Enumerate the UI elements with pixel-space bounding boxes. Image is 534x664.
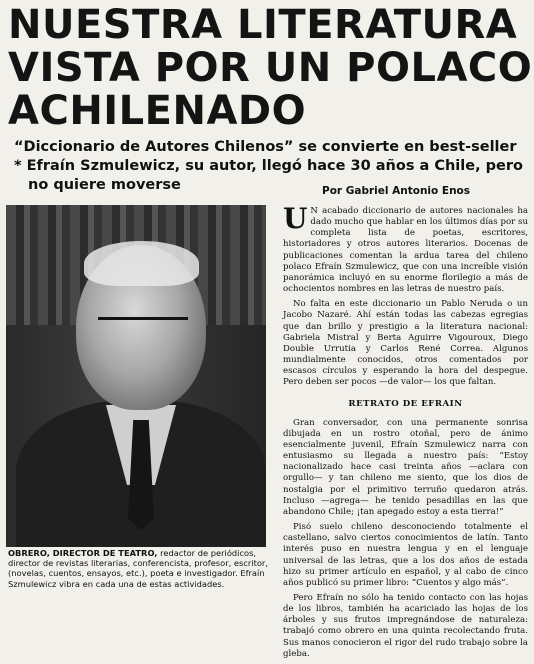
photo-caption: [8, 548, 270, 589]
byline: Por Gabriel Antonio Enos: [322, 185, 471, 197]
author-photo: [6, 205, 266, 547]
headline-line-1: NUESTRA LITERATURA: [8, 2, 518, 48]
caption-text: redactor de periódicos, director de revistas literarias, conferencista, profesor, escritor, (novelas, cuentos, ensayos, etc.), poeta e investigador. Efraín Szmulewicz vibra en cada una de estas actividades.: [8, 548, 268, 589]
article-paragraph: Pisó suelo chileno desconociendo totalmente el castellano, salvo ciertos conocimientos de latín. Tanto interés puso en nuestra lengua y en el lenguaje universal de las letras, que a los dos años de estada hizo su primer artículo en español, y al cabo de cinco años publicó su primer libro: “Cuentos y algo más”.: [283, 522, 528, 588]
article-paragraph: U N acabado diccionario de autores nacionales ha dado mucho que hablar en los últimos días por su completa lista de poetas, escritores, historiadores y otros autores literarios. Docenas de publicaciones comentan la ardua tarea del chileno polaco Efraín Szmulewicz, que con una increíble visión panorámica incluyó en su enorme florilegio a más de ochocientos nombres en las letras de nuestro país.: [283, 202, 528, 295]
headline: [8, 2, 533, 134]
headline-line-3: ACHILENADO: [8, 88, 307, 134]
article-paragraph: Gran conversador, con una permanente sonrisa dibujada en un rostro otoñal, pero de ánimo esencialmente juvenil, Efraín Szmulewicz narra con entusiasmo su llegada a nuestro país: “Estoy nacionalizado hace casi treinta años —aclara con orgullo— y tan chileno me siento, que los dios de nostalgia por el primitivo terruño quedaron atrás. Incluso —agrega— he tenido pesadillas en las que abandono Chile; ¡tan apegado estoy a esta tierra!”: [283, 417, 528, 517]
article-paragraph: No falta en este diccionario un Pablo Neruda o un Jacobo Nazaré. Ahí están todas las cabezas egregias que dan brillo y prestigio a la literatura nacional: Gabriela Mistral y Berta Aguirre Vigouroux, Diego Double Urrutia y Carlos René Correa. Algunos mundialmente conocidos, otros comentados por escasos círculos y esperando la hora del despegue. Pero deben ser pocos —de valor— los que faltan.: [283, 299, 528, 388]
article-body: [283, 202, 528, 664]
subheadline-2: * Efraín Szmulewicz, su autor, llegó hace 30 años a Chile, pero: [14, 158, 523, 174]
headline-line-2: VISTA POR UN POLACO: [8, 45, 533, 91]
drop-cap: U: [283, 202, 308, 235]
subheadline-3: no quiere moverse: [28, 177, 181, 193]
article-paragraph: Pero Efraín no sólo ha tenido contacto con las hojas de los libros, también ha acariciado las hojas de los árboles y sus frutos impregnándose de naturaleza: trabajó como obrero en una quinta recolectando fruta. Sus manos conocieron el rigor del rudo trabajo sobre la gleba.: [283, 593, 528, 659]
subheadline-1: “Diccionario de Autores Chilenos” se convierte en best-seller: [14, 139, 517, 155]
caption-lead: OBRERO, DIRECTOR DE TEATRO,: [8, 548, 158, 558]
section-heading: RETRATO DE EFRAIN: [348, 398, 463, 409]
